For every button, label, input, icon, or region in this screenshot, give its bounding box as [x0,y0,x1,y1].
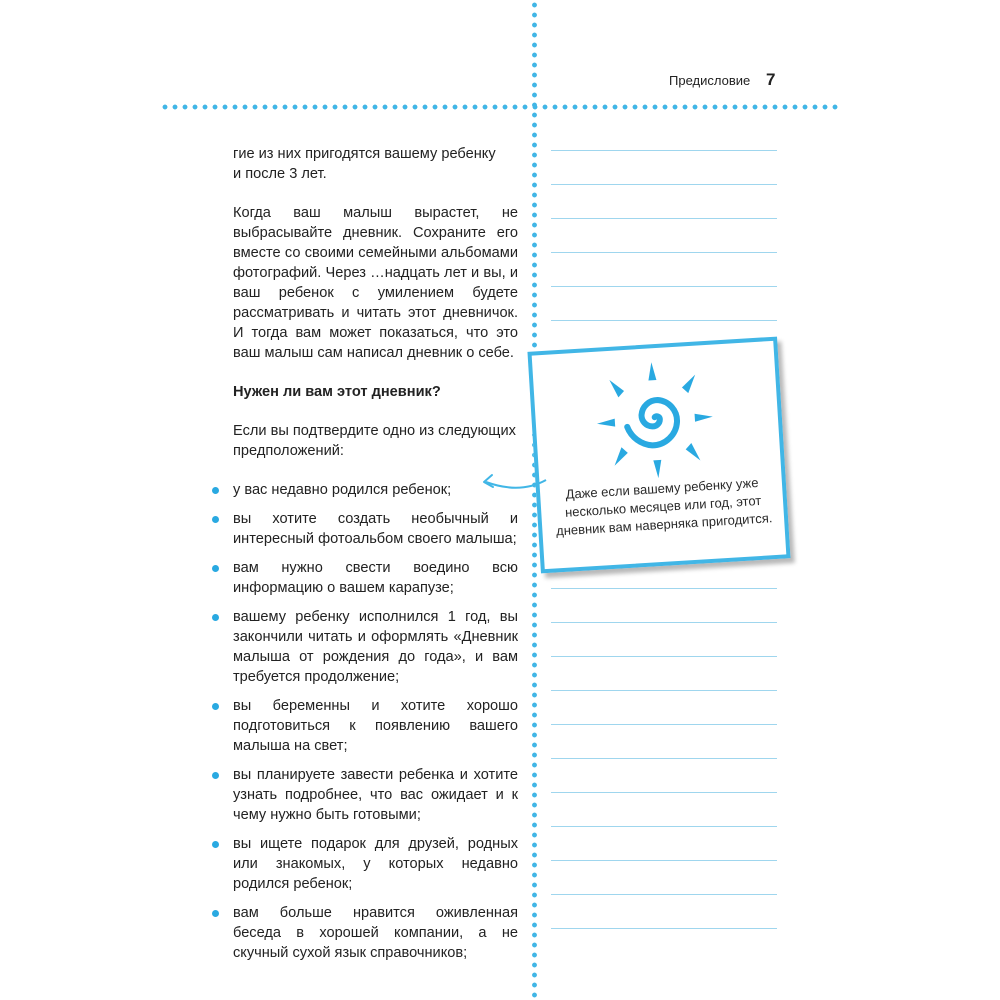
note-line [551,656,777,657]
main-text-column [233,144,518,972]
paragraph-continuation [233,144,518,184]
list-item: вам больше нравится оживленная беседа в хорошей компании, а не скучный сухой язык справочников; [233,905,518,961]
running-head: Предисловие [669,73,751,88]
paragraph-keep-diary: Когда ваш малыш вырастет, не выбрасывайте дневник. Сохраните его вместе со своими семейными альбомами фотографий. Через …надцать лет и вы, и ваш ребенок с умилением будете рассматривать и читать этот дневничок. И тогда вам может показаться, что это ваш малыш сам написал дневник о себе. [233,205,518,361]
note-line [551,826,777,827]
note-line [551,622,777,623]
callout-text: Даже если вашему ребенку уже несколько месяцев или год, этот дневник вам наверняка пригодится. [555,474,773,539]
note-line [551,252,777,253]
list-item: вы ищете подарок для друзей, родных или знакомых, у которых недавно родился ребенок; [233,836,518,892]
sun-spiral-icon [591,357,718,484]
page-number: 7 [766,70,776,89]
paragraph-line: и после 3 лет. [233,166,327,182]
note-line [551,724,777,725]
note-line [551,218,777,219]
bullet-list [233,480,518,963]
note-line [551,792,777,793]
list-item: вы хотите создать необычный и интересный фотоальбом своего малыша; [233,511,518,547]
note-line [551,320,777,321]
note-line [551,286,777,287]
list-item: вашему ребенку исполнился 1 год, вы закончили читать и оформлять «Дневник малыша от рождения до года», и вам требуется продолжение; [233,609,518,685]
paragraph-line: гие из них пригодятся вашему ребенку [233,146,496,162]
note-line [551,860,777,861]
paragraph-intro: Если вы подтвердите одно из следующих предположений: [233,423,516,459]
note-line [551,588,777,589]
note-line [551,150,777,151]
arrow-icon [478,468,548,498]
horizontal-dotted-divider [160,104,840,110]
note-line [551,758,777,759]
note-line [551,184,777,185]
note-line [551,928,777,929]
list-item: вам нужно свести воедино всю информацию о вашем карапузе; [233,560,518,596]
list-item: у вас недавно родился ребенок; [233,480,518,500]
note-line [551,690,777,691]
list-item: вы беременны и хотите хорошо подготовиться к появлению вашего малыша на свет; [233,698,518,754]
list-item: вы планируете завести ребенка и хотите узнать подробнее, что вас ожидает и к чему нужно быть готовыми; [233,767,518,823]
note-line [551,894,777,895]
callout-box [527,337,790,574]
section-heading: Нужен ли вам этот дневник? [233,384,441,400]
